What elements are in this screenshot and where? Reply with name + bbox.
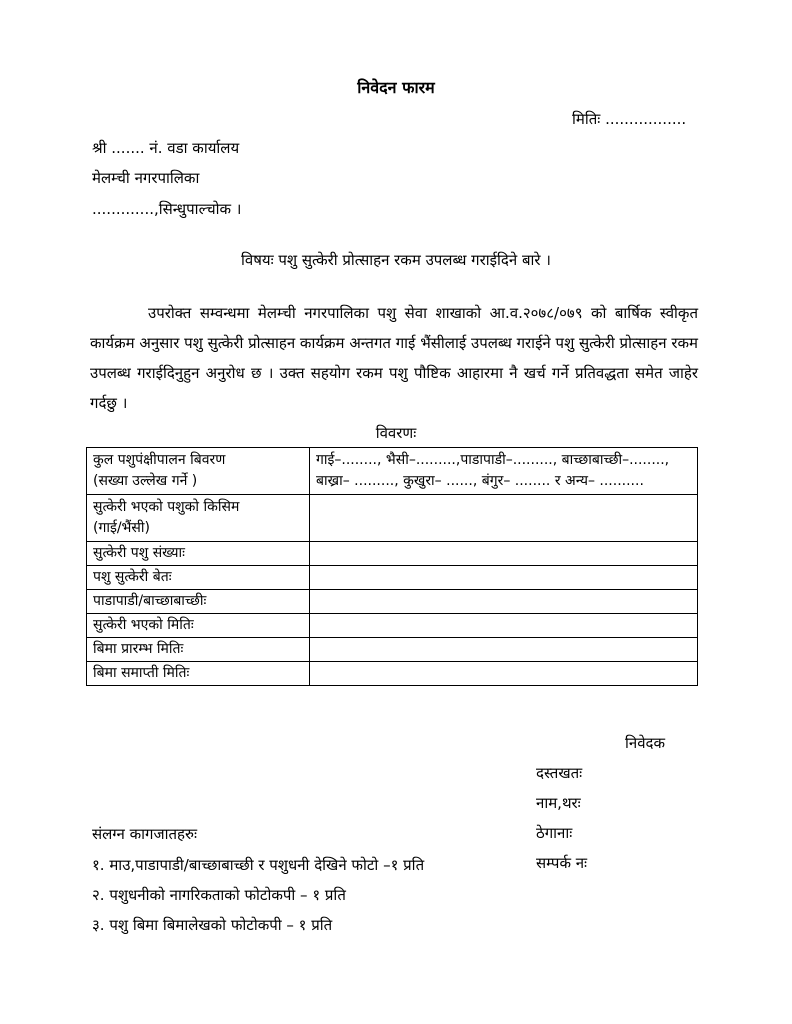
name-field-label: नाम,थरः: [536, 794, 581, 812]
table-cell-value[interactable]: [310, 495, 698, 542]
attachment-item: १. माउ,पाडापाडी/बाच्छाबाच्छी र पशुधनी देखिने फोटो –१ प्रति: [92, 856, 425, 874]
signature-field-label: दस्तखतः: [536, 764, 583, 782]
insurance-start-date-label: बिमा प्रारम्भ मितिः: [87, 638, 310, 662]
table-row: [87, 566, 698, 590]
table-row: [87, 590, 698, 614]
date-line: मितिः .................: [572, 110, 687, 128]
table-cell-value[interactable]: [310, 614, 698, 638]
applicant-heading: निवेदक: [625, 734, 666, 752]
form-title: निवेदन फारम: [357, 78, 435, 97]
request-paragraph: उपरोक्त सम्वन्धमा मेलम्ची नगरपालिका पशु सेवा शाखाको आ.व.२०७८/०७९ को बार्षिक स्वीकृत कार्यक्रम अनुसार पशु सुत्केरी प्रोत्साहन कार्यक्रम अन्तगत गाई भैंसीलाई उपलब्ध गराईने पशु सुत्केरी प्रोत्साहन रकम उपलब्ध गराईदिनुहुन अनुरोध छ । उक्त सहयोग रकम पशु पौष्टिक आहारमा नै खर्च गर्ने प्रतिवद्धता समेत जाहेर गर्दछु ।: [90, 304, 698, 412]
subject-line: विषयः पशु सुत्केरी प्रोत्साहन रकम उपलब्ध गराईदिने बारे ।: [241, 251, 551, 269]
address-field-label: ठेगानाः: [536, 824, 573, 842]
details-heading: विवरणः: [375, 424, 417, 442]
livestock-summary-label: कुल पशुपंक्षीपालन बिवरण: [93, 452, 226, 468]
calving-date-label: सुत्केरी भएको मितिः: [87, 614, 310, 638]
table-cell-value[interactable]: [310, 662, 698, 686]
details-table: [86, 447, 698, 686]
animal-type-note: (गाई/भैंसी): [93, 520, 150, 536]
table-row: [87, 448, 698, 495]
livestock-count-line2: बाख्रा– ........., कुखुरा– ......, बंगुर– ........ र अन्य– ..........: [316, 473, 644, 489]
attachment-item: ३. पशु बिमा बिमालेखको फोटोकपी – १ प्रति: [92, 916, 333, 934]
animal-type-label: सुत्केरी भएको पशुको किसिम: [93, 499, 240, 515]
table-row: [87, 495, 698, 542]
table-row: [87, 638, 698, 662]
table-cell-label: [87, 495, 310, 542]
table-cell-value[interactable]: [310, 638, 698, 662]
table-row: [87, 662, 698, 686]
table-cell-value[interactable]: [310, 566, 698, 590]
contact-field-label: सम्पर्क नः: [536, 854, 588, 872]
table-row: [87, 542, 698, 566]
calving-number-label: पशु सुत्केरी बेतः: [87, 566, 310, 590]
table-row: [87, 614, 698, 638]
table-cell-value[interactable]: [310, 590, 698, 614]
calving-animal-count-label: सुत्केरी पशु संख्याः: [87, 542, 310, 566]
table-cell-value[interactable]: [310, 542, 698, 566]
address-line-municipality: मेलम्ची नगरपालिका: [92, 169, 200, 187]
address-line-district: .............,सिन्धुपाल्चोक ।: [92, 200, 242, 218]
insurance-end-date-label: बिमा समाप्ती मितिः: [87, 662, 310, 686]
table-cell-value[interactable]: [310, 448, 698, 495]
attachments-heading: संलग्न कागजातहरुः: [92, 825, 197, 843]
offspring-label: पाडापाडी/बाच्छाबाच्छीः: [87, 590, 310, 614]
livestock-summary-note: (सख्या उल्लेख गर्ने ): [93, 473, 198, 489]
livestock-count-line1: गाई–........, भैसी–.........,पाडापाडी–........., बाच्छाबाच्छी–........,: [316, 452, 670, 468]
address-line-ward: श्री ....... नं. वडा कार्यालय: [92, 139, 240, 157]
attachment-item: २. पशुधनीको नागरिकताको फोटोकपी – १ प्रति: [92, 886, 346, 904]
table-cell-label: [87, 448, 310, 495]
